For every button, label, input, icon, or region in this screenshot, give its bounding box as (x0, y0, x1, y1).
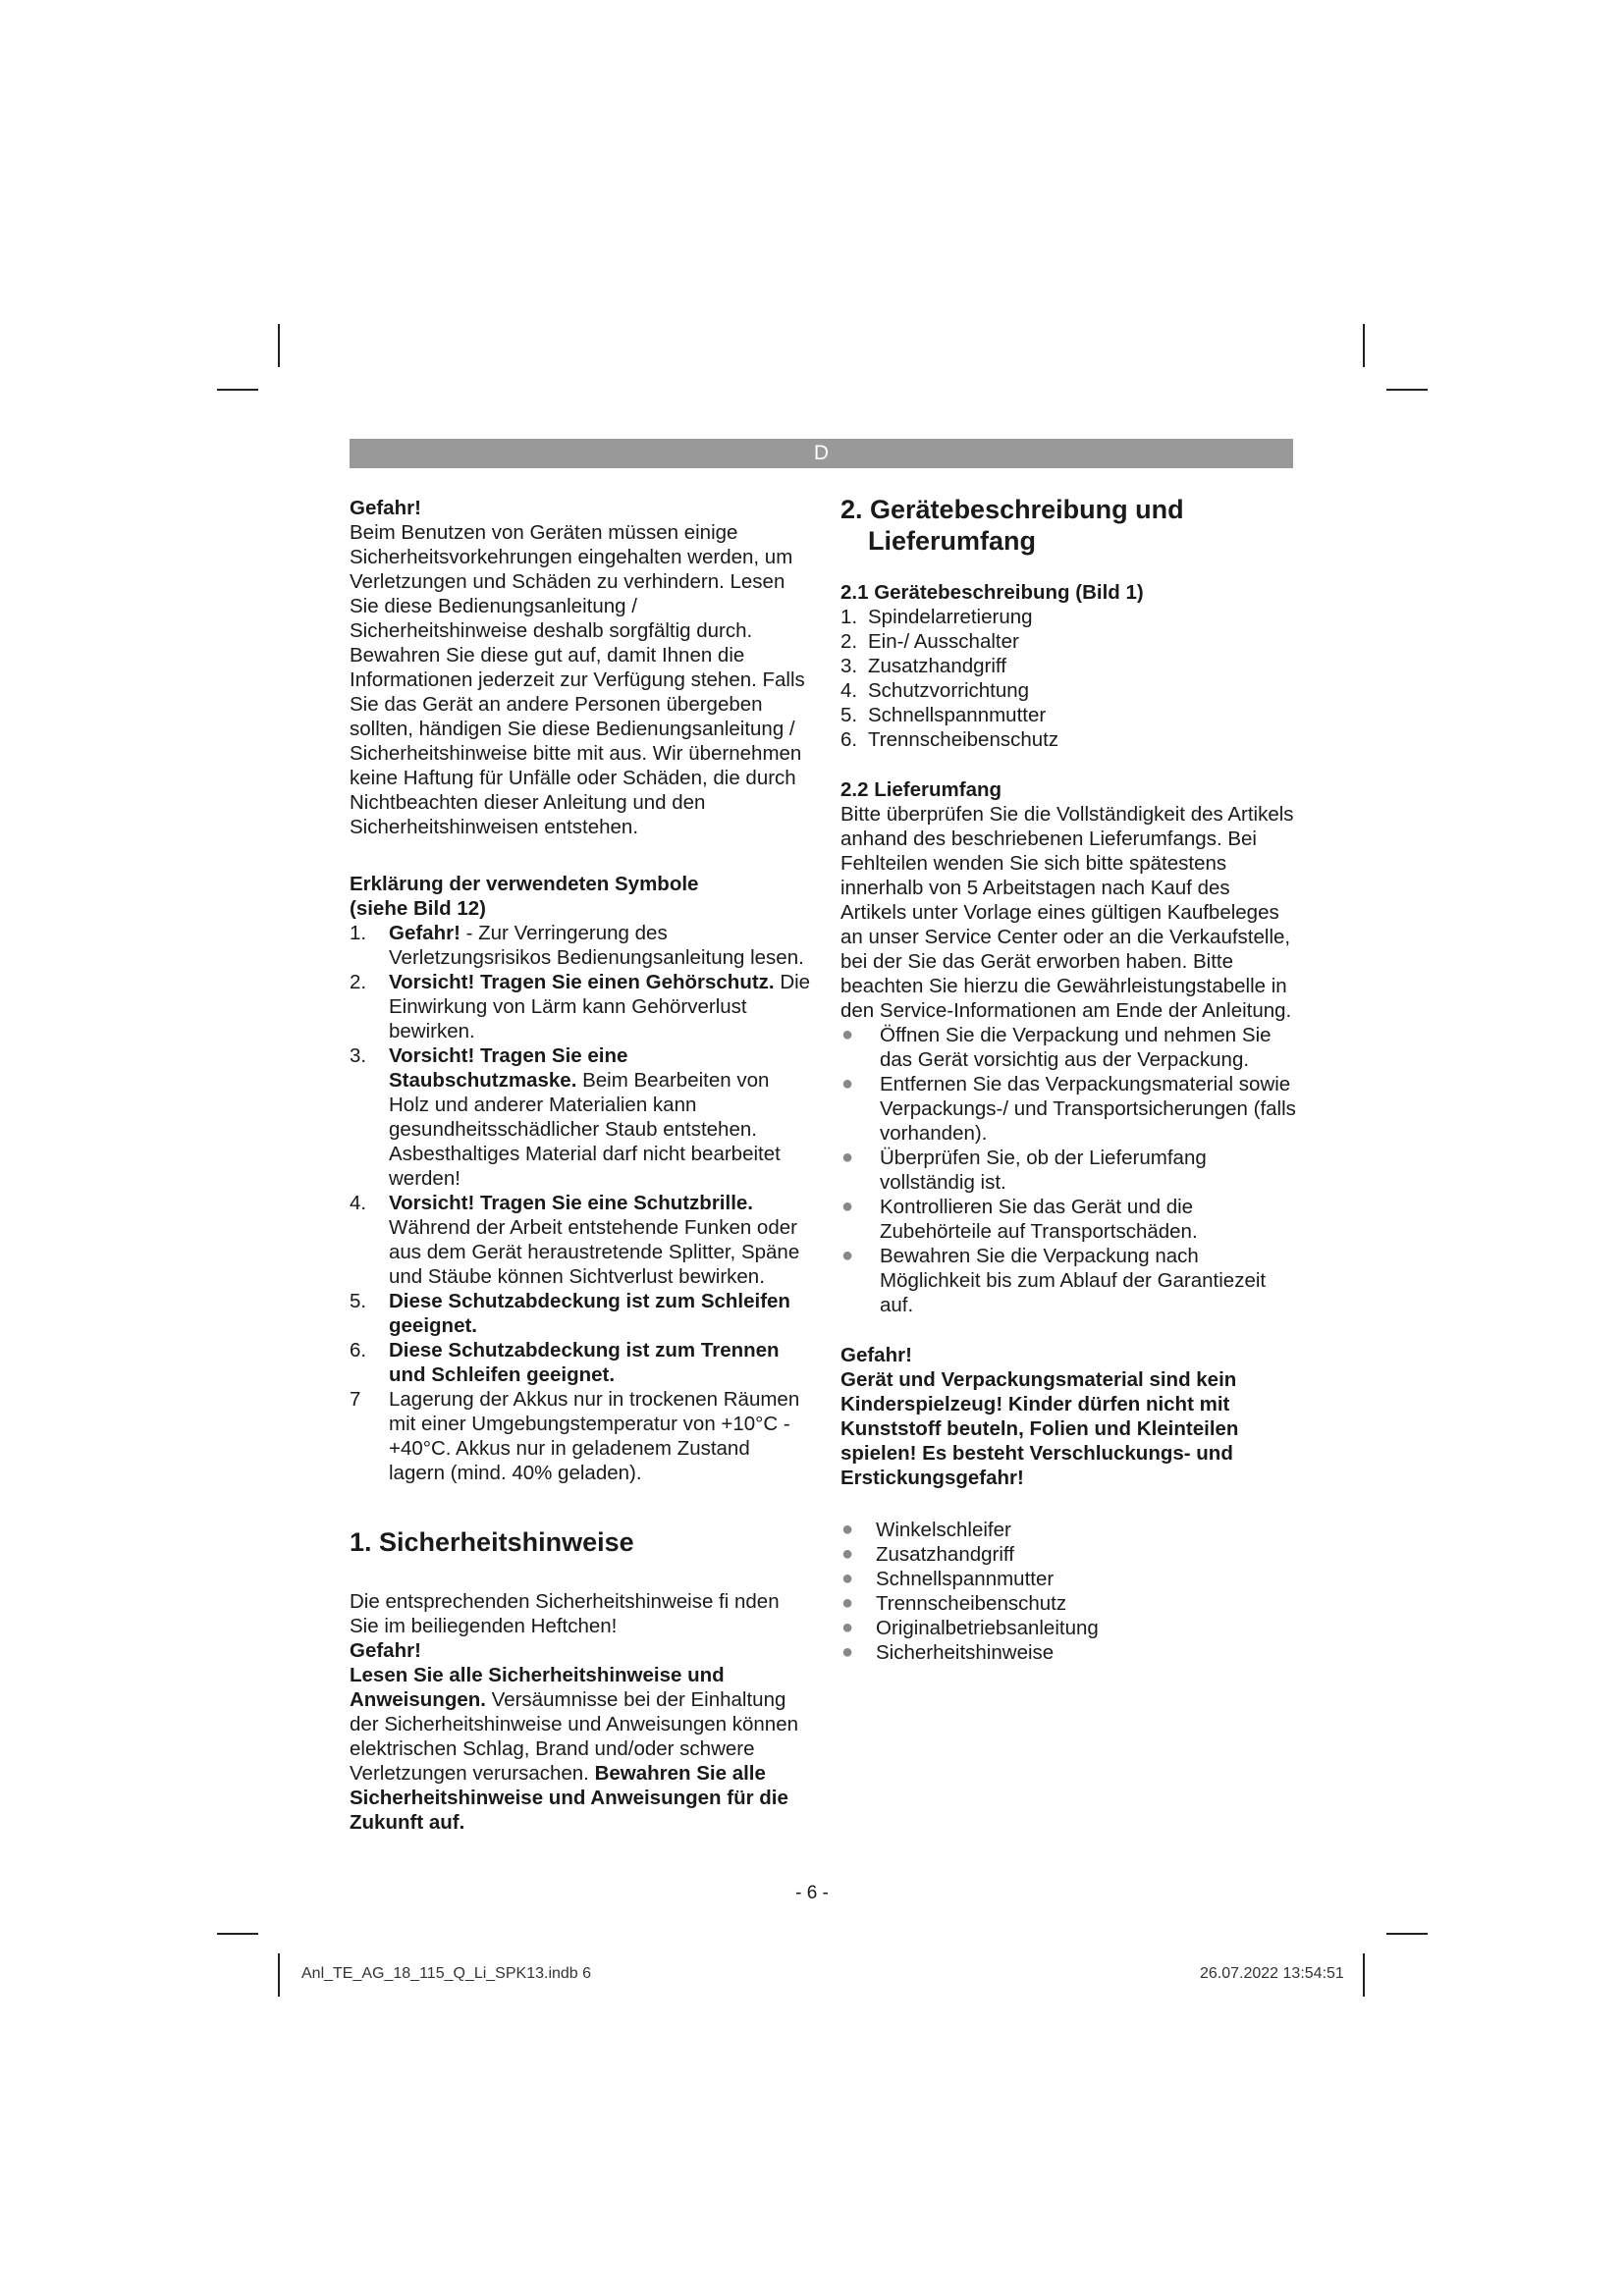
part-item: 1. Spindelarretierung (840, 606, 1033, 628)
section-2-title-cont: Lieferumfang (868, 526, 1037, 556)
scope-item: ● Winkelschleifer (841, 1519, 1011, 1541)
step-item: ● Öffnen Sie die Verpackung und nehmen Sie das Gerät vorsichtig aus der Verpackung. (841, 1024, 1272, 1071)
danger-heading: Gefahr! (840, 1344, 912, 1366)
crop-mark (1386, 1933, 1428, 1935)
footer-filename: Anl_TE_AG_18_115_Q_Li_SPK13.indb 6 (301, 1965, 592, 1982)
language-header-band (350, 439, 1293, 468)
danger-heading: Gefahr! (350, 497, 421, 519)
bullet-icon: ● (841, 1245, 854, 1266)
part-item: 5. Schnellspannmutter (840, 704, 1047, 726)
parts-list (840, 605, 1297, 752)
part-item: 4. Schutzvorrichtung (840, 679, 1030, 702)
subsection-2-1-title: 2.1 Gerätebeschreibung (Bild 1) (840, 581, 1144, 604)
danger-paragraph: Beim Benutzen von Geräten müssen einige Sicherheitsvorkehrungen eingehalten werden, um Verletzungen und Schäden zu verhindern. Lesen Sie diese Bedienungsanleitung / Sicherheitshinweise deshalb sorgfältig durch. Bewahren Sie diese gut auf, damit Ihnen die Informationen jederzeit zur Verfügung stehen. Falls Sie das Gerät an andere Personen übergeben sollten, händigen Sie diese Bedienungsanleitung / Sicherheitshinweise bitte mit aus. Wir übernehmen keine Haftung für Unfälle oder Schäden, die durch Nichtbeachten dieser Anleitung und den Sicherheitshinweisen entstehen. (350, 521, 805, 838)
crop-mark (278, 324, 280, 367)
bullet-icon: ● (841, 1617, 854, 1638)
section-2-title: 2. Gerätebeschreibung und (840, 495, 1184, 524)
symbols-heading: Erklärung der verwendeten Symbole (350, 873, 699, 895)
right-column (840, 494, 1297, 1665)
unpacking-steps (840, 1023, 1297, 1317)
danger-instructions: Lesen Sie alle Sicherheitshinweise und Anweisungen. Versäumnisse bei der Einhaltung der Sicherheitshinweise und Anweisungen können elektrischen Schlag, Brand und/oder schwere Verletzungen verursachen. Bewahren Sie alle Sicherheitshinweise und Anweisungen für die Zukunft auf. (350, 1664, 799, 1834)
scope-item: ● Schnellspannmutter (841, 1568, 1055, 1590)
symbols-heading-ref: (siehe Bild 12) (350, 897, 486, 920)
bullet-icon: ● (841, 1024, 854, 1045)
bullet-icon: ● (841, 1592, 854, 1614)
part-item: 2. Ein-/ Ausschalter (840, 630, 1019, 653)
scope-item: ● Sicherheitshinweise (841, 1641, 1055, 1664)
part-item: 3. Zusatzhandgriff (840, 655, 1006, 677)
part-item: 6. Trennscheibenschutz (840, 728, 1059, 751)
symbol-item: 2. Vorsicht! Tragen Sie einen Gehörschutz. Die Einwirkung von Lärm kann Gehörverlust bewirken. (350, 971, 811, 1042)
section-1-intro: Die entsprechenden Sicherheitshinweise fi nden Sie im beiliegenden Heftchen! (350, 1590, 780, 1637)
crop-mark (1363, 324, 1365, 367)
step-item: ● Kontrollieren Sie das Gerät und die Zubehörteile auf Transportschäden. (841, 1196, 1198, 1243)
scope-of-delivery-list (840, 1518, 1297, 1665)
crop-mark (217, 389, 258, 391)
crop-mark (1386, 389, 1428, 391)
bullet-icon: ● (841, 1568, 854, 1589)
section-1-title: 1. Sicherheitshinweise (350, 1527, 634, 1557)
delivery-paragraph: Bitte überprüfen Sie die Vollständigkeit des Artikels anhand des beschriebenen Lieferumfangs. Bei Fehlteilen wenden Sie sich bitte spätestens innerhalb von 5 Arbeitstagen nach Kauf des Artikels unter Vorlage eines gültigen Kaufbeleges an unser Service Center oder an die Verkaufstelle, bei der Sie das Gerät erworben haben. Bitte beachten Sie hierzu die Gewährleistungstabelle in den Service-Informationen am Ende der Anleitung. (840, 803, 1294, 1022)
bullet-icon: ● (841, 1641, 854, 1663)
subsection-2-2-title: 2.2 Lieferumfang (840, 778, 1002, 801)
step-item: ● Überprüfen Sie, ob der Lieferumfang vollständig ist. (841, 1147, 1207, 1194)
symbols-list (350, 921, 811, 1485)
symbol-item: 4. Vorsicht! Tragen Sie eine Schutzbrille. Während der Arbeit entstehende Funken oder aus dem Gerät heraustretende Splitter, Späne und Stäube können Sichtverlust bewirken. (350, 1192, 800, 1288)
crop-mark (1363, 1953, 1365, 1997)
bullet-icon: ● (841, 1543, 854, 1565)
left-column (350, 496, 811, 1835)
symbol-item: 7 Lagerung der Akkus nur in trockenen Räumen mit einer Umgebungstemperatur von +10°C - +40°C. Akkus nur in geladenem Zustand lagern (mind. 40% geladen). (350, 1388, 800, 1484)
scope-item: ● Originalbetriebsanleitung (841, 1617, 1099, 1639)
danger-heading: Gefahr! (350, 1639, 421, 1662)
symbol-item: 3. Vorsicht! Tragen Sie eine Staubschutzmaske. Beim Bearbeiten von Holz und anderer Materialien kann gesundheitsschädlicher Staub entstehen. Asbesthaltiges Material darf nicht bearbeitet werden! (350, 1044, 781, 1190)
step-item: ● Bewahren Sie die Verpackung nach Möglichkeit bis zum Ablauf der Garantiezeit auf. (841, 1245, 1267, 1316)
symbol-item: 6. Diese Schutzabdeckung ist zum Trennen und Schleifen geeignet. (350, 1339, 780, 1386)
danger-warning-text: Gerät und Verpackungsmaterial sind kein Kinderspielzeug! Kinder dürfen nicht mit Kunststoff beuteln, Folien und Kleinteilen spielen! Es besteht Verschluckungs- und Erstickungsgefahr! (840, 1368, 1239, 1489)
page-number: - 6 - (795, 1883, 829, 1903)
symbol-item: 5. Diese Schutzabdeckung ist zum Schleifen geeignet. (350, 1290, 790, 1337)
step-item: ● Entfernen Sie das Verpackungsmaterial sowie Verpackungs-/ und Transportsicherungen (falls vorhanden). (841, 1073, 1296, 1145)
scope-item: ● Zusatzhandgriff (841, 1543, 1014, 1566)
crop-mark (217, 1933, 258, 1935)
bullet-icon: ● (841, 1196, 854, 1217)
footer-timestamp: 26.07.2022 13:54:51 (1200, 1965, 1344, 1982)
bullet-icon: ● (841, 1073, 854, 1095)
bullet-icon: ● (841, 1519, 854, 1540)
scope-item: ● Trennscheibenschutz (841, 1592, 1067, 1615)
crop-mark (278, 1953, 280, 1997)
symbol-item: 1. Gefahr! - Zur Verringerung des Verletzungsrisikos Bedienungsanleitung lesen. (350, 922, 804, 969)
language-tab-label: D (813, 442, 830, 464)
bullet-icon: ● (841, 1147, 854, 1168)
